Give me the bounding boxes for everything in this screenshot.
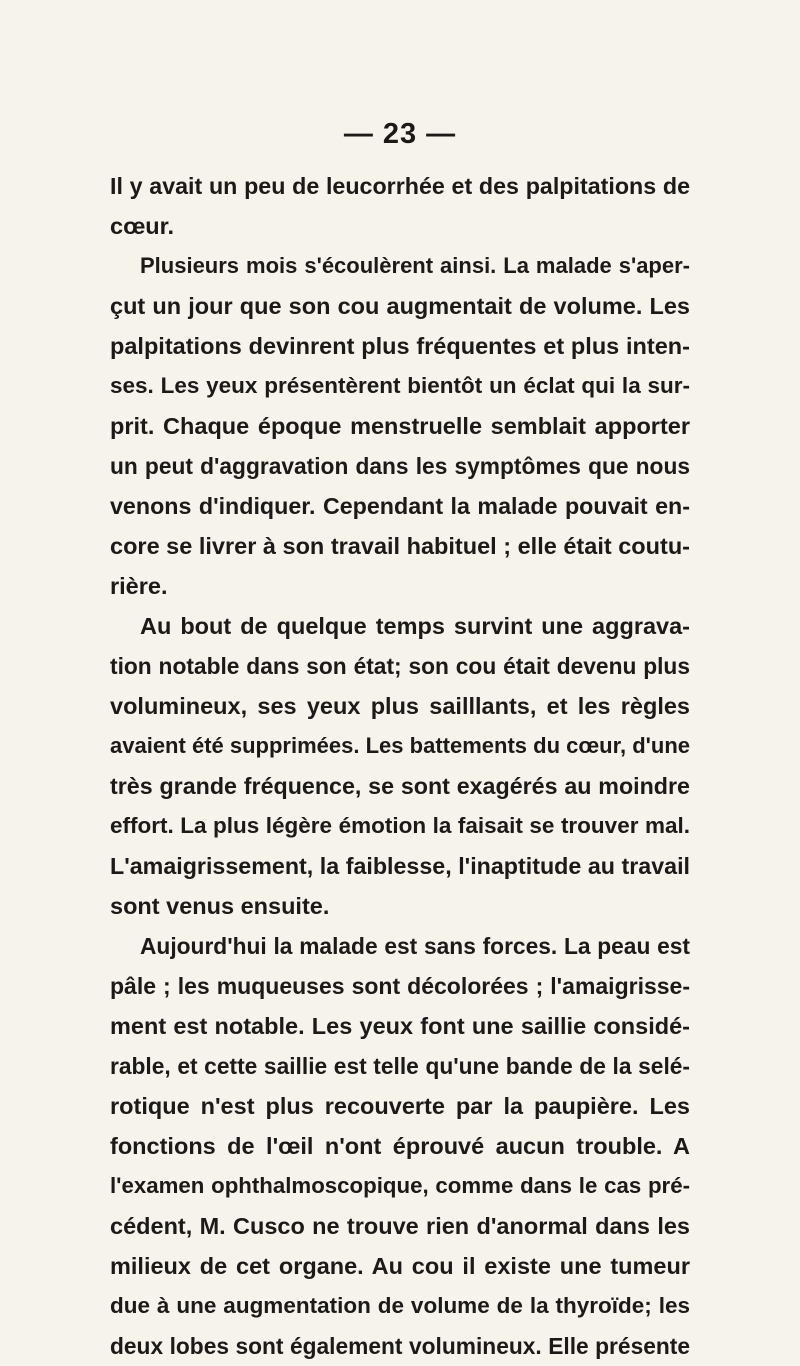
text-line: Au bout de quelque temps survint une aggrava-	[140, 613, 690, 639]
text-line: avaient été supprimées. Les battements du cœur, d'une	[110, 733, 690, 758]
text-line: cœur.	[110, 213, 174, 239]
page-number: — 23 —	[343, 118, 457, 150]
text-line: rable, et cette saillie est telle qu'une bande de la selé-	[110, 1053, 690, 1079]
text-line: très grande fréquence, se sont exagérés au moindre	[110, 773, 690, 799]
text-line: un peut d'aggravation dans les symptômes que nous	[110, 453, 690, 479]
text-line: due à une augmentation de volume de la thyroïde; les	[110, 1293, 690, 1318]
text-line: Aujourd'hui la malade est sans forces. La peau est	[140, 933, 690, 959]
text-line: tion notable dans son état; son cou était devenu plus	[110, 653, 690, 679]
text-line: palpitations devinrent plus fréquentes et plus inten-	[110, 333, 690, 359]
text-line: fonctions de l'œil n'ont éprouvé aucun trouble. A	[110, 1133, 690, 1159]
text-line: ses. Les yeux présentèrent bientôt un éclat qui la sur-	[110, 373, 690, 398]
text-line: deux lobes sont également volumineux. Elle présente	[110, 1333, 690, 1359]
text-line: Plusieurs mois s'écoulèrent ainsi. La malade s'aper-	[140, 253, 690, 278]
text-line: ment est notable. Les yeux font une saillie considé-	[110, 1013, 690, 1039]
body-text	[110, 166, 690, 1366]
text-line: venons d'indiquer. Cependant la malade pouvait en-	[110, 493, 690, 519]
text-line: l'examen ophthalmoscopique, comme dans le cas pré-	[110, 1173, 690, 1198]
text-line: prit. Chaque époque menstruelle semblait apporter	[110, 413, 690, 439]
text-line: rière.	[110, 573, 168, 599]
text-line: core se livrer à son travail habituel ; elle était coutu-	[110, 533, 690, 559]
text-line: cédent, M. Cusco ne trouve rien d'anormal dans les	[110, 1213, 690, 1239]
text-line: rotique n'est plus recouverte par la paupière. Les	[110, 1093, 690, 1119]
text-line: effort. La plus légère émotion la faisait se trouver mal.	[110, 813, 690, 838]
text-line: sont venus ensuite.	[110, 893, 330, 919]
text-line: pâle ; les muqueuses sont décolorées ; l'amaigrisse-	[110, 973, 690, 999]
text-line: L'amaigrissement, la faiblesse, l'inaptitude au travail	[110, 853, 690, 879]
text-line: çut un jour que son cou augmentait de volume. Les	[110, 293, 690, 319]
text-line: volumineux, ses yeux plus sailllants, et les règles	[110, 693, 690, 719]
text-line: milieux de cet organe. Au cou il existe une tumeur	[110, 1253, 690, 1279]
text-line: Il y avait un peu de leucorrhée et des palpitations de	[110, 173, 690, 199]
